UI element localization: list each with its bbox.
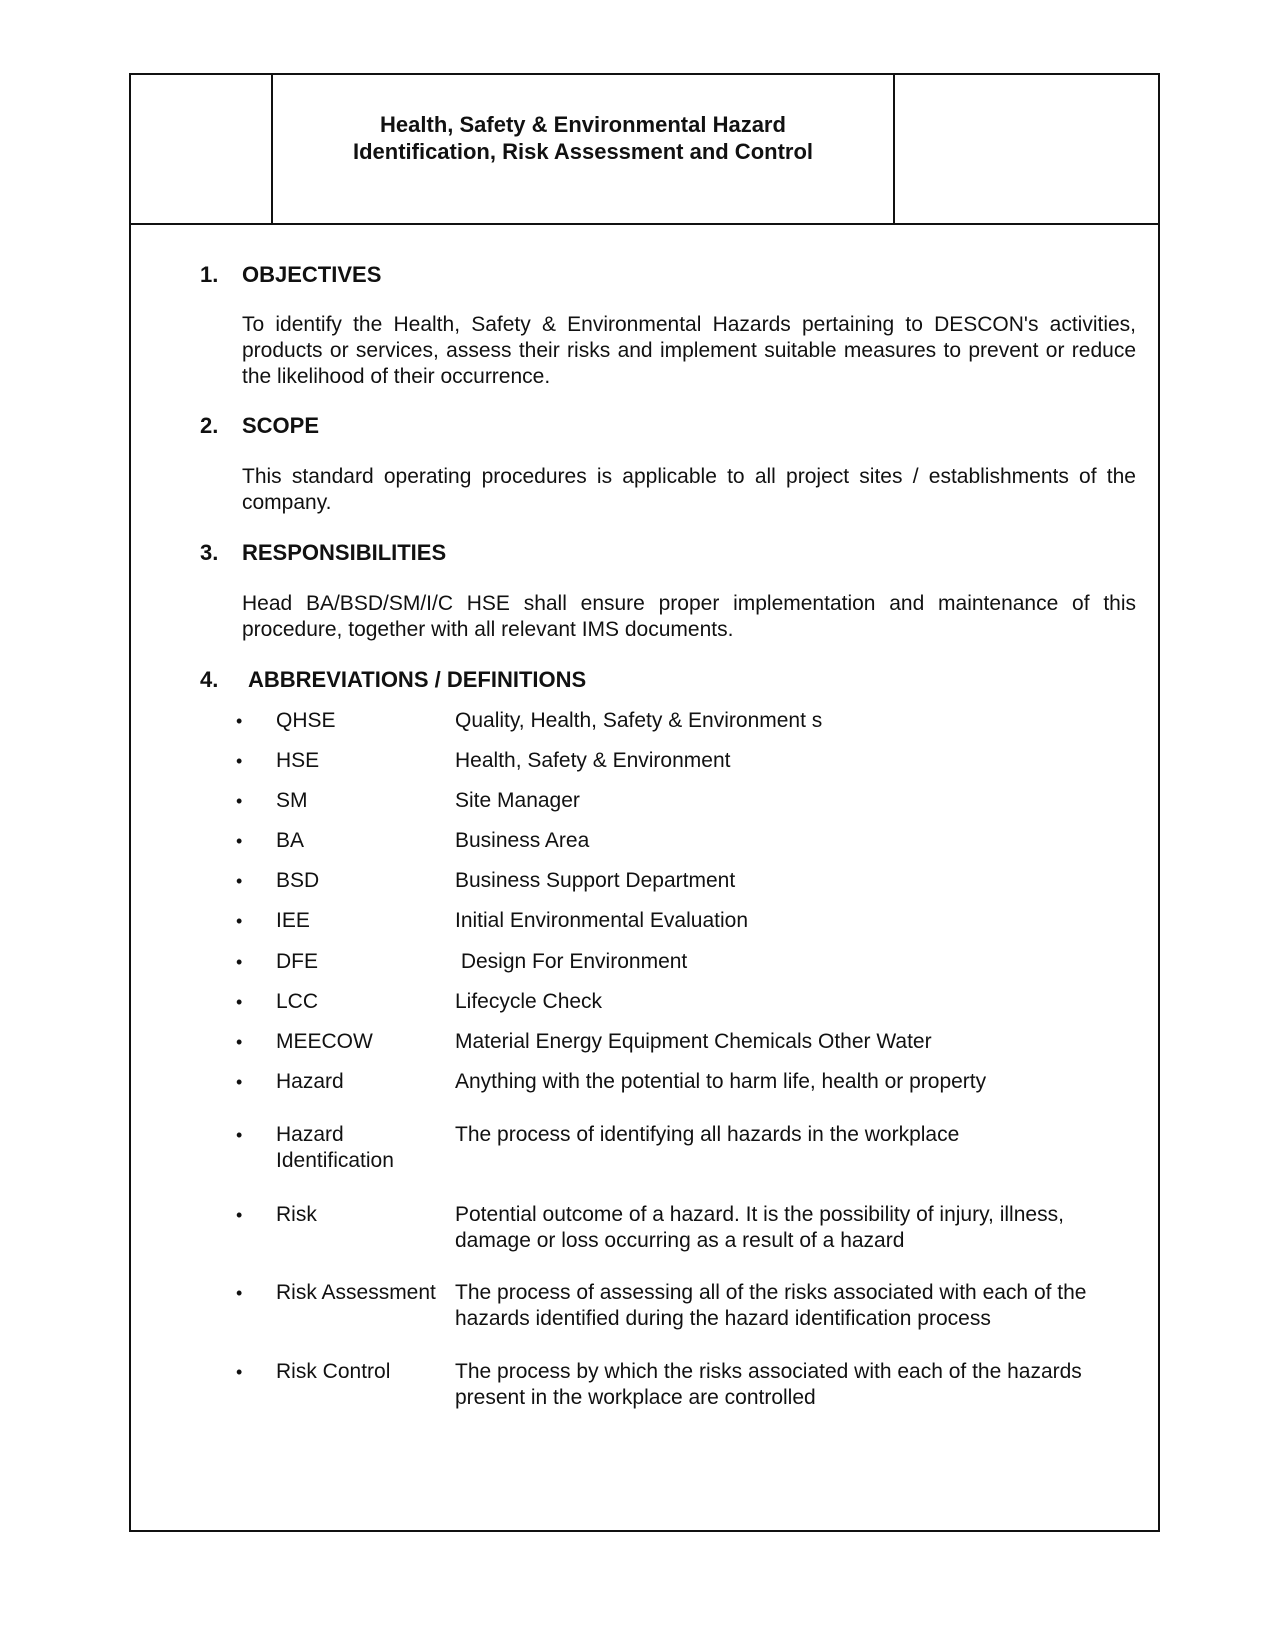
bullet: •	[236, 831, 243, 851]
definition-term: IEE	[276, 909, 310, 932]
section-heading-responsibilities	[200, 540, 446, 566]
document-title-line-1: Health, Safety & Environmental Hazard	[380, 112, 786, 137]
section-number: 3.	[200, 540, 219, 565]
definition-term: Hazard Identification	[276, 1123, 394, 1172]
definition-term: Risk Control	[276, 1360, 391, 1383]
section-title: SCOPE	[242, 413, 320, 438]
bullet: •	[236, 1283, 243, 1303]
definition-text: Business Support Department	[455, 869, 736, 892]
bullet: •	[236, 1032, 243, 1052]
document-header	[131, 75, 1158, 225]
definition-text: Quality, Health, Safety & Environment s	[455, 709, 823, 732]
definition-term: HSE	[276, 749, 320, 772]
document-title-line-2: Identification, Risk Assessment and Control	[352, 139, 814, 164]
bullet: •	[236, 791, 243, 811]
definition-term: BA	[276, 829, 305, 852]
section-title: OBJECTIVES	[242, 262, 382, 287]
definition-term: LCC	[276, 990, 319, 1013]
definition-term: Hazard	[276, 1070, 344, 1093]
section-number: 1.	[200, 262, 219, 287]
bullet: •	[236, 1205, 243, 1225]
section-heading-abbreviations	[200, 667, 586, 693]
bullet: •	[236, 1072, 243, 1092]
section-number: 2.	[200, 413, 219, 438]
definition-text: The process by which the risks associated with each of the hazards present in the workplace are controlled	[455, 1360, 1082, 1409]
definition-text: Business Area	[455, 829, 590, 852]
definition-term: MEECOW	[276, 1030, 373, 1053]
section-heading-objectives	[200, 262, 381, 288]
bullet: •	[236, 952, 243, 972]
document-title	[273, 111, 893, 165]
section-body-responsibilities: Head BA/BSD/SM/I/C HSE shall ensure proper implementation and maintenance of this procedure, together with all relevant IMS documents.	[242, 592, 1136, 641]
definition-text: Design For Environment	[455, 950, 688, 973]
definition-term: Risk Assessment	[276, 1281, 436, 1304]
section-body-scope: This standard operating procedures is applicable to all project sites / establishments of the company.	[242, 465, 1136, 514]
bullet: •	[236, 1125, 243, 1145]
bullet: •	[236, 911, 243, 931]
bullet: •	[236, 992, 243, 1012]
definition-text: Initial Environmental Evaluation	[455, 909, 748, 932]
section-title: RESPONSIBILITIES	[242, 540, 447, 565]
header-divider-right	[893, 75, 895, 225]
definition-text: The process of identifying all hazards in the workplace	[455, 1123, 960, 1146]
definition-term: BSD	[276, 869, 320, 892]
section-heading-scope	[200, 413, 319, 439]
definition-term: Risk	[276, 1203, 317, 1226]
definition-term: DFE	[276, 950, 318, 973]
bullet: •	[236, 751, 243, 771]
definition-text: The process of assessing all of the risks associated with each of the hazards identified during the hazard identification process	[455, 1281, 1087, 1330]
section-number: 4.	[200, 667, 219, 692]
bullet: •	[236, 711, 243, 731]
section-title: ABBREVIATIONS / DEFINITIONS	[248, 667, 587, 692]
bullet: •	[236, 1362, 243, 1382]
section-body-objectives: To identify the Health, Safety & Environmental Hazards pertaining to DESCON's activities, products or services, assess their risks and implement suitable measures to prevent or reduce the likelihood of their occurrence.	[242, 313, 1136, 388]
definition-text: Material Energy Equipment Chemicals Other Water	[455, 1030, 932, 1053]
definition-term: QHSE	[276, 709, 336, 732]
header-divider-bottom	[131, 223, 1158, 225]
definition-text: Health, Safety & Environment	[455, 749, 731, 772]
definition-text: Site Manager	[455, 789, 580, 812]
definition-term: SM	[276, 789, 308, 812]
bullet: •	[236, 871, 243, 891]
definition-text: Lifecycle Check	[455, 990, 603, 1013]
definition-text: Anything with the potential to harm life, health or property	[455, 1070, 987, 1093]
definition-text: Potential outcome of a hazard. It is the possibility of injury, illness, damage or loss occurring as a result of a hazard	[455, 1203, 1064, 1252]
